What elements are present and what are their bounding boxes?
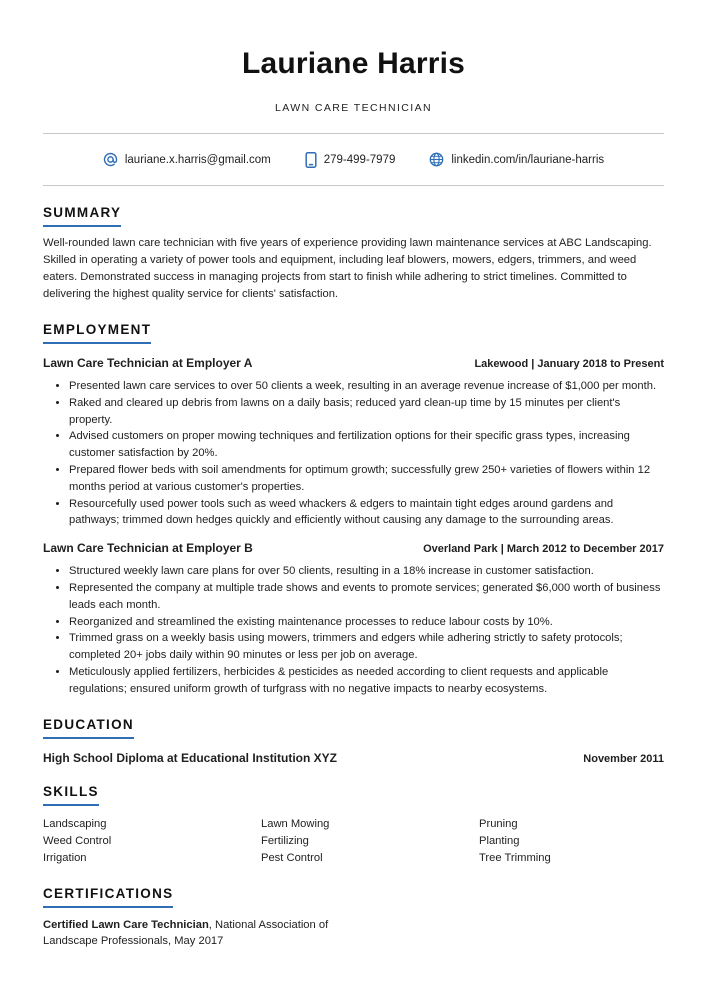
employment-heading: EMPLOYMENT <box>43 322 151 344</box>
contact-phone[interactable] <box>305 152 396 168</box>
job-entry <box>43 356 664 529</box>
summary-section <box>43 204 664 303</box>
skill-item: Weed Control <box>43 834 112 847</box>
degree-title: High School Diploma at Educational Institution XYZ <box>43 750 338 765</box>
job-bullet: • Prepared flower beds with soil amendments for optimum growth; successfully grew 250+ varieties of flowers within 12 months period at various customer's properties. <box>69 462 664 496</box>
candidate-title: LAWN CARE TECHNICIAN <box>275 102 432 114</box>
job-bullets <box>43 378 664 529</box>
contact-bar <box>43 134 664 185</box>
skills-grid <box>43 816 664 867</box>
job-bullet: • Trimmed grass on a weekly basis using mowers, trimmers and edgers while adhering strictly to safety protocols; completed 20+ jobs daily within 90 minutes or less per job on average. <box>69 630 664 664</box>
skill-item: Planting <box>479 834 520 847</box>
job-title: Lawn Care Technician at Employer B <box>43 541 253 556</box>
summary-heading: SUMMARY <box>43 205 121 227</box>
skill-item: Pest Control <box>261 851 323 864</box>
education-date: November 2011 <box>583 752 664 765</box>
education-heading: EDUCATION <box>43 717 134 739</box>
job-location-dates: Overland Park | March 2012 to December 2017 <box>423 543 664 556</box>
skill-item: Lawn Mowing <box>261 817 330 830</box>
linkedin-text: linkedin.com/in/lauriane-harris <box>451 153 605 166</box>
skills-section <box>43 783 664 867</box>
skill-item: Irrigation <box>43 851 87 864</box>
at-sign-icon <box>103 152 118 167</box>
job-bullet: • Represented the company at multiple trade shows and events to promote services; generated $6,000 worth of business leads each month. <box>69 580 664 614</box>
job-bullet: • Structured weekly lawn care plans for over 50 clients, resulting in a 18% increase in customer satisfaction. <box>69 563 664 580</box>
job-entry <box>43 541 664 697</box>
skill-item: Tree Trimming <box>479 851 551 864</box>
phone-text: 279-499-7979 <box>323 153 396 166</box>
email-text: lauriane.x.harris@gmail.com <box>124 153 271 166</box>
phone-icon <box>305 152 317 168</box>
education-section <box>43 716 664 765</box>
certification-detail: , National Association of Landscape Professionals, May 2017 <box>43 918 329 948</box>
job-header <box>43 541 664 555</box>
employment-section <box>43 321 664 698</box>
job-bullet: • Reorganized and streamlined the existing maintenance processes to reduce labour costs by 10%. <box>69 614 664 631</box>
header-divider-bottom <box>43 185 664 186</box>
skill-item: Fertilizing <box>261 834 309 847</box>
certification-name: Certified Lawn Care Technician <box>43 918 209 931</box>
job-bullet: • Presented lawn care services to over 50 clients a week, resulting in an average revenue increase of $1,000 per month. <box>69 378 664 395</box>
job-bullet: • Meticulously applied fertilizers, herbicides & pesticides as needed according to client requests and applicable regulations; ensured uniform growth of turfgrass with no negative impacts to nearby ecosystems. <box>69 664 664 698</box>
candidate-name: Lauriane Harris <box>241 47 466 80</box>
job-location-dates: Lakewood | January 2018 to Present <box>474 358 664 370</box>
job-header <box>43 356 664 370</box>
education-entry <box>43 751 664 765</box>
certifications-section <box>43 885 664 950</box>
certifications-heading: CERTIFICATIONS <box>43 886 173 908</box>
job-bullets <box>43 563 664 697</box>
contact-email[interactable] <box>103 152 271 167</box>
skill-item: Pruning <box>479 817 518 830</box>
skills-heading: SKILLS <box>43 784 99 806</box>
skill-item: Landscaping <box>43 817 107 830</box>
globe-icon <box>429 152 444 167</box>
job-bullet: • Resourcefully used power tools such as weed whackers & edgers to maintain tight edges around gardens and pathways; trimmed down hedges quickly and efficiently without causing any damage to the surrounding areas. <box>69 496 664 530</box>
job-title: Lawn Care Technician at Employer A <box>43 356 253 370</box>
contact-linkedin[interactable] <box>429 152 604 167</box>
summary-text: Well-rounded lawn care technician with five years of experience providing lawn maintenance services at ABC Landscaping. Skilled in operating a variety of power tools and equipment, including leaf blowers, mowers, edgers, trimmers, and weed eaters. Demonstrated success in managing projects from start to finish while adhering to strict timelines. Committed to delivering the highest quality service for clients' satisfaction. <box>43 237 652 300</box>
job-bullet: • Advised customers on proper mowing techniques and fertilization options for their specific grass types, increasing customer satisfaction by 20%. <box>69 428 664 462</box>
certification-entry <box>43 917 343 950</box>
job-bullet: • Raked and cleared up debris from lawns on a daily basis; reduced yard clean-up time by 15 minutes per client's property. <box>69 395 664 429</box>
